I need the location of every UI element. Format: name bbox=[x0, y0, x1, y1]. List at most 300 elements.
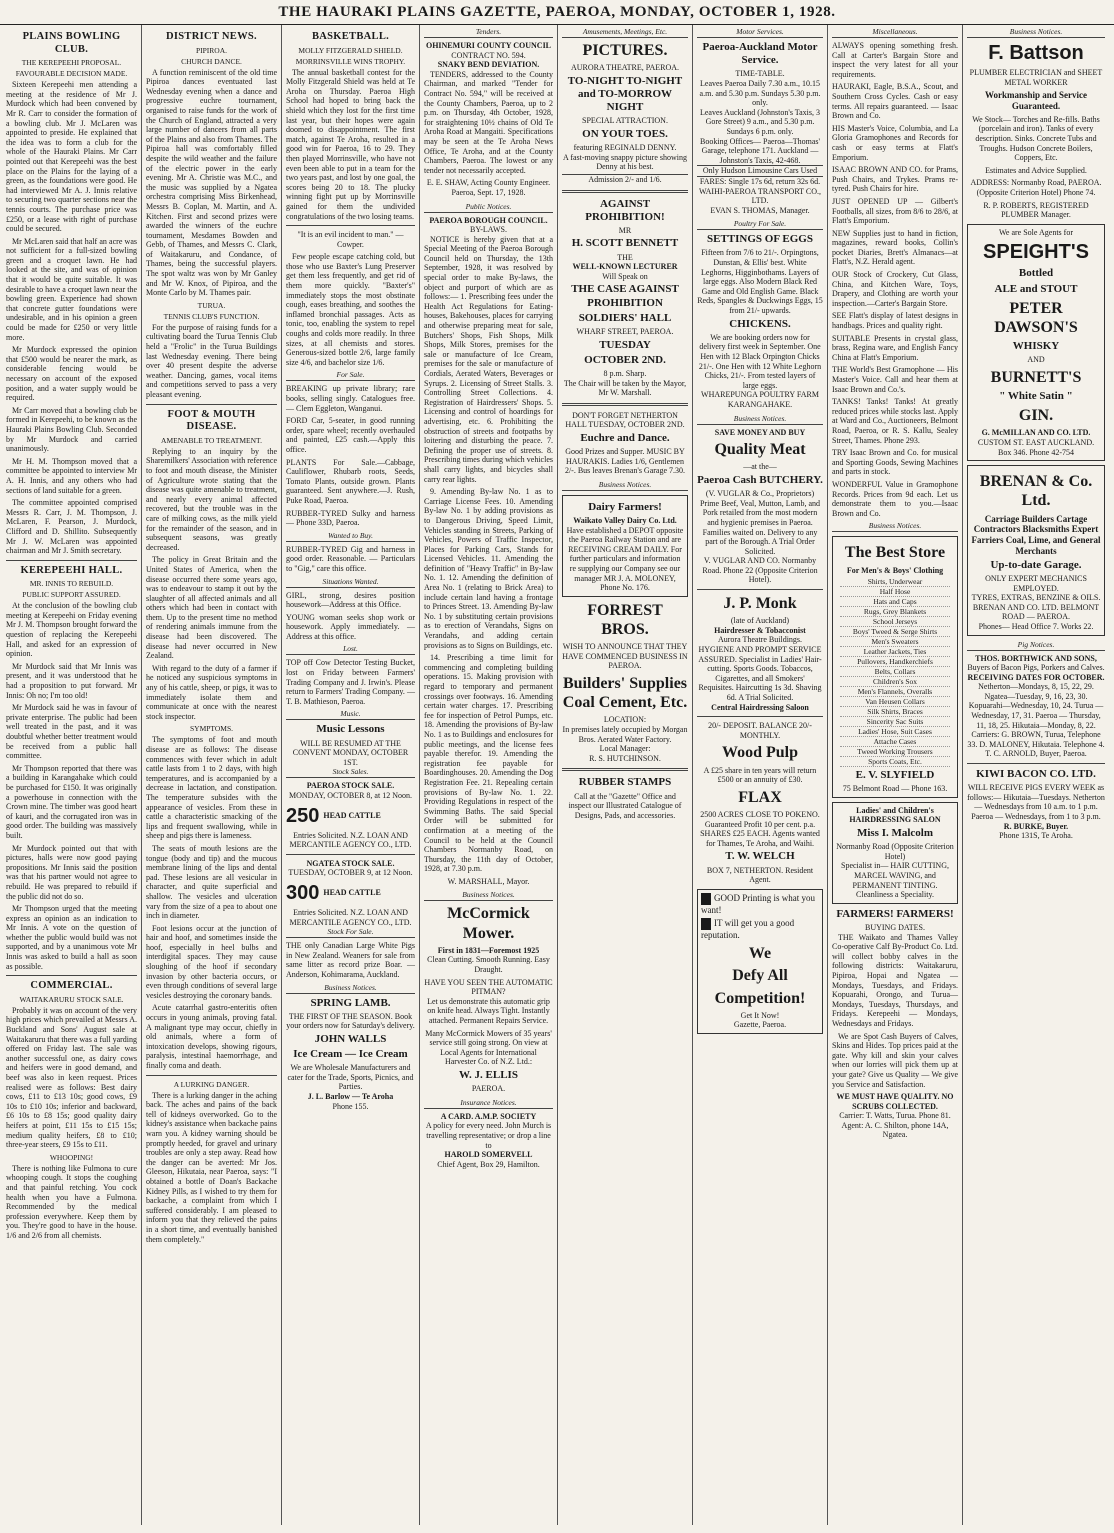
paragraph: We are Spot Cash Buyers of Calves, Skins and Hides. Top prices paid at the gate. Why kill and skin your calves when our lorries will pick them up at your gate? Give us Quality — We give you Service and Satisfaction. bbox=[832, 1031, 958, 1089]
subheading: MOLLY FITZGERALD SHIELD. bbox=[298, 45, 403, 55]
spring-lamb-title: SPRING LAMB. bbox=[310, 996, 391, 1009]
classified-ad: TOP off Cow Detector Testing Bucket, lost on Friday between Farmers' Trading Company and J. Irwin's. Please return to Farmers' Trading Company. — T. B. Mathieson, Paeroa. bbox=[286, 658, 415, 706]
timetable-label: TIME-TABLE. bbox=[735, 69, 785, 79]
classified-ad: FORD Car, 5-seater, in good running order, spare wheel; recently overhauled and painted, £25 cash.—Apply this office. bbox=[286, 416, 415, 454]
euchre-body: Good Prizes and Supper. MUSIC BY HAURAKIS. Ladies 1/6, Gentlemen 2/-. Bus leaves Brenan's Garage 7.30. bbox=[564, 447, 686, 476]
somervell-address: Chief Agent, Box 29, Hamilton. bbox=[437, 1159, 540, 1169]
heading-commercial: COMMERCIAL. bbox=[30, 980, 113, 992]
get-it-now: Get It Now! bbox=[740, 1010, 780, 1020]
waikato-body: Have established a DEPOT opposite the Paeroa Railway Station and are RECEIVING CREAM DAILY. For further particulars and information re supplying our Company see our manager MR J. A. MOLONEY, Phone No. 176. bbox=[566, 525, 684, 593]
rubber-stamps-body: Call at the "Gazette" Office and inspect our Illustrated Catalogue of Designs, Pads, and accessories. bbox=[568, 791, 682, 820]
tender-title: SNAKY BEND DEVIATION. bbox=[437, 60, 540, 70]
screening-times: TO-NIGHT TO-NIGHT and TO-MORROW NIGHT bbox=[567, 74, 683, 114]
ice-cream-title: Ice Cream — Ice Cream bbox=[293, 1048, 408, 1061]
location-label: LOCATION: bbox=[603, 715, 647, 725]
section-header: Business Notices. bbox=[832, 521, 958, 532]
classified-ad: RUBBER-TYRED Gig and harness in good order. Reasonable. — Particulars to "Gig," care this office. bbox=[286, 544, 415, 573]
list-item: Rugs, Grey Blankets bbox=[840, 607, 950, 617]
list-item: Children's Sox bbox=[840, 677, 950, 687]
paragraph: Mr Murdock said he was in favour of private enterprise. The public had been well treated in the past, and it was doubtful whether better treatment would be received from a public hall committee. bbox=[6, 703, 137, 761]
gazette-label: Gazette, Paeroa. bbox=[733, 1020, 787, 1030]
list-item: Shirts, Underwear bbox=[840, 577, 950, 587]
stock-sale-date: MONDAY, OCTOBER 8, at 12 Noon. bbox=[289, 791, 412, 800]
brenan-address: BRENAN AND CO. LTD. BELMONT ROAD — PAEROA. bbox=[972, 602, 1100, 622]
tyres-note: TYRES, EXTRAS, BENZINE & OILS. bbox=[971, 593, 1101, 603]
section-header: Lost. bbox=[286, 644, 415, 655]
column-4 bbox=[420, 25, 558, 1525]
classified-ad: THE World's Best Gramophone — His Master's Voice. Call and hear them at Isaac Brown and Co.'s. bbox=[832, 365, 958, 394]
lecture-day: TUESDAY bbox=[599, 338, 651, 351]
welch-name: T. W. WELCH bbox=[725, 850, 795, 863]
dawson-brand: PETER DAWSON'S bbox=[994, 299, 1078, 336]
eggs-body: Fifteen from 7/6 to 21/-. Orpingtons, Dunstan, & Ellis' best. White Leghorns, Higginbothams. Layers of large eggs. Also Modern Black Red Game and Old English Game. Black Reds, Spangles & Duckwings Eggs, 15 from 21/- upwards. bbox=[697, 248, 823, 316]
sole-agents: We are Sole Agents for bbox=[999, 227, 1073, 237]
masthead: THE HAURAKI PLAINS GAZETTE, PAEROA, MONDAY, OCTOBER 1, 1928. bbox=[0, 0, 1114, 25]
paragraph: There is nothing like Fulmona to cure whooping cough. It stops the coughing and that painful retching. You cock health when you have a Fulmona. Recommended by the medical profession everywhere. Keep them by you. They're good to have in the house. 1/6 and 2/6 from all chemists. bbox=[6, 1163, 137, 1240]
dairy-ad bbox=[562, 495, 688, 597]
speight-brand: SPEIGHT'S bbox=[983, 241, 1089, 264]
paragraph: Mr H. M. Thompson moved that a committee be appointed to interview Mr A. H. Innis, and any others who had sections of land suitable for a green. bbox=[6, 456, 137, 495]
carriers: Carriers: G. BROWN, Turua, Telephone 33. D. MALONEY, Hikutaia. Telephone 4. bbox=[967, 730, 1105, 749]
subheading: A LURKING DANGER. bbox=[173, 1079, 250, 1089]
section-header: Business Notices. bbox=[967, 27, 1105, 38]
at-the: —at the— bbox=[743, 462, 777, 472]
brenan-ad bbox=[967, 465, 1105, 635]
classified-ad: BREAKING up private library; rare books, selling singly. Catalogues free. — Clem Eggleton, Wanganui. bbox=[286, 384, 415, 413]
list-item: Ladies' Hose, Suit Cases bbox=[840, 727, 950, 737]
white-satin-label: " White Satin " bbox=[999, 390, 1073, 403]
builders-title: Builders' Supplies Coal Cement, Etc. bbox=[562, 675, 688, 712]
signature: E. E. SHAW, Acting County Engineer. Paeroa, Sept. 17, 1928. bbox=[426, 178, 551, 197]
kiwi-bacon-body: WILL RECEIVE PIGS EVERY WEEK as follows:— Hikutaia—Tuesdays. Netherton — Wednesdays from 10 a.m. to 1 p.m. Paeroa — Wednesdays, from 1 to 3 p.m. bbox=[967, 783, 1105, 821]
classified-ad: RUBBER-TYRED Sulky and harness — Phone 33D, Paeroa. bbox=[286, 508, 415, 528]
section-header: Business Notices. bbox=[562, 480, 688, 491]
contract-number: CONTRACT NO. 594. bbox=[451, 50, 526, 60]
paragraph: Foot lesions occur at the junction of hair and hoof, and sometimes inside the hoof, especially in heel bulbs and interdigital spaces. They may cause sloughing of the hoof if secondary invasion by other bacteria occurs, or even through conditions of several large vesicles destroying the coronary bands. bbox=[146, 923, 277, 1000]
mccormick-body: Many McCormick Mowers of 35 years' service still going strong. On view at Local Agents for International Harvester Co. of N.Z. Ltd.: bbox=[425, 1028, 552, 1067]
mccormick-tagline: First in 1831—Foremost 1925 bbox=[437, 945, 540, 955]
divider bbox=[286, 225, 415, 226]
subheading: MORRINSVILLE WINS TROPHY. bbox=[295, 56, 406, 66]
amp-title: A CARD. A.M.P. SOCIETY bbox=[440, 1111, 537, 1121]
classified-ad: TANKS! Tanks! Tanks! At greatly reduced prices while stocks last. Apply at Ward and Co., Auctioneers, Belmont Road, Paeroa, or R. S. Kallu, Sealey Street, Thames. Phone 293. bbox=[832, 397, 958, 445]
list-item: Boys' Tweed & Serge Shirts bbox=[840, 627, 950, 637]
paragraph: 9. Amending By-law No. 1 as to Carriage License Fees. 10. Amending By-law No. 1 by adding provisions as to Dangerous Driving, Speed Limit, Vehicles standing in Streets, Parking of Vehicles, Powers of Traffic Inspector, Places for Parking Cars, Stands for Licensed Vehicles. 11. Amending the definition of "Heavy Traffic" in By-law No. 1. 12. Amending the definition of Area No. 1 (relating to Brick Area) to include certain land having a frontage to Princes Street. 13. Amending By-law No. 1 by substituting certain provisions as to erection of Verandahs, Signs on Verandahs, and adding certain provisions as to Signs on Buildings, etc. bbox=[424, 487, 553, 650]
classified-ad: PLANTS For Sale.—Cabbage, Cauliflower, Rhubarb roots, Seeds, Tomato Plants, outside grown. Plants guaranteed. Sent anywhere.—J. Rush, Puke Road, Paeroa. bbox=[286, 457, 415, 505]
paragraph: The seats of mouth lesions are the tongue (body and tip) and the mucous membrane lining of the lips and dental pad. These lesions are all vesicular in character, and quite superficial and shallow. The vesicles and ulceration vary from the size of a pea to about one inch in diameter. bbox=[146, 843, 277, 921]
slyfield-name: E. V. SLYFIELD bbox=[855, 769, 935, 782]
euchre-title: Euchre and Dance. bbox=[580, 431, 670, 444]
paragraph: There is a lurking danger in the aching back. The aches and pains of the back tell of kidneys overworked. Go to the kidney's assistance when backache pains warn you. A kidney warning should be promptly heeded, for gravel and urinary troubles are only a step away. Read how the danger can be averted: Mr Jos. Gleeson, Hikutaia, near Paeroa, says: "I obtained a bottle of Doan's Backache Kidney Pills, as I wished to try them for backache, a complaint from which I suffered considerably. I am pleased to inform you that they relieved the pains in a short time, and eventually banished them completely." bbox=[146, 1090, 277, 1244]
subheading: FAVOURABLE DECISION MADE. bbox=[15, 69, 128, 79]
dairy-title: Dairy Farmers! bbox=[588, 500, 662, 513]
classified-ad: SEE Flatt's display of latest designs in handbags. Prices and quality right. bbox=[832, 311, 958, 331]
column-7 bbox=[828, 25, 963, 1525]
paragraph: Mr Thompson reported that there was a building in Karangahake which could be purchased for £150. It was originally a powerhouse in connection with the Crown mine. The timber was good heart of kauri, and the corrugated iron was in good order. The building was massively built. bbox=[6, 763, 137, 840]
leaves-auckland: Leaves Auckland (Johnston's Taxis, 3 Gore Street) 9 a.m., and 5.30 p.m. Sundays 6 p.m. only. bbox=[699, 107, 821, 136]
barlow-name: J. L. Barlow — Te Aroha bbox=[307, 1092, 394, 1102]
quality-note: WE MUST HAVE QUALITY. NO SCRUBS COLLECTED. bbox=[836, 1092, 954, 1111]
ellis-town: PAEROA. bbox=[471, 1084, 506, 1094]
limousine-note: Only Hudson Limousine Cars Used bbox=[697, 165, 823, 177]
butchery-name: Paeroa Cash BUTCHERY. bbox=[697, 473, 823, 486]
list-item: Men's Sweaters bbox=[840, 637, 950, 647]
brenan-phones: Phones— Head Office 7. Works 22. bbox=[978, 621, 1094, 631]
welch-address: BOX 7, NETHERTON. Resident Agent. bbox=[706, 865, 814, 885]
paragraph: Sixteen Kerepeehi men attending a meeting at the residence of Mr J. Murdock which had been convened by Mr R. Carr to consider the formation of a bowling club. Mr J. McLaren was appointed to preside. He explained that the idea was to form a club for the whole of the Hauraki Plains. Mr Carr pointed out that Kerepeehi was the best place on the Plains for the laying of a green, as the foundations were good. He had interviewed Mr A. J. Innis relative to securing two quarter sections near the tennis courts. The purchase price was £250, or a lease with right of purchase could be secured. bbox=[6, 80, 137, 234]
signature: W. MARSHALL, Mayor. bbox=[447, 876, 530, 886]
spring-lamb-body: THE FIRST OF THE SEASON. Book your orders now for Saturday's delivery. bbox=[286, 1011, 415, 1031]
column-3 bbox=[282, 25, 420, 1525]
stock-sale-count: 300 HEAD CATTLE bbox=[286, 881, 381, 904]
section-header: Motor Services. bbox=[697, 27, 823, 38]
list-item: Tweed Working Trousers bbox=[840, 747, 950, 757]
borthwick-buyers: Buyers of Bacon Pigs, Porkers and Calves. bbox=[967, 663, 1105, 673]
list-item: Attache Cases bbox=[840, 737, 950, 747]
butchery-proprietors: (V. VUGLAR & Co., Proprietors) bbox=[705, 489, 815, 499]
mcmillan-address: CUSTOM ST. EAST AUCKLAND. bbox=[977, 438, 1095, 447]
subheading: WAITAKARURU STOCK SALE. bbox=[19, 994, 124, 1004]
list-item: Sports Coats, Etc. bbox=[840, 757, 950, 767]
section-header: Stock For Sale. bbox=[286, 927, 415, 938]
whisky-label: WHISKY bbox=[1012, 340, 1060, 353]
printing-ad bbox=[697, 889, 823, 1034]
bylaws-title: BY-LAWS. bbox=[470, 225, 507, 235]
heading-foot-mouth: FOOT & MOUTH DISEASE. bbox=[167, 408, 256, 433]
list-item: Men's Flannels, Overalls bbox=[840, 687, 950, 697]
list-item: Belts, Collars bbox=[840, 667, 950, 677]
council-name: PAEROA BOROUGH COUNCIL. bbox=[429, 215, 548, 225]
quality-meat: Quality Meat bbox=[714, 441, 806, 459]
bottled-label: Bottled bbox=[1018, 267, 1054, 280]
burke-buyer: R. BURKE, Buyer. bbox=[1003, 821, 1069, 831]
salon-specialties: Specialist in— HAIR CUTTING, MARCEL WAVING, and PERMANENT TINTING. Cleanliness a Speciality. bbox=[841, 861, 949, 900]
divider bbox=[146, 1075, 277, 1076]
speaker-name: H. SCOTT BENNETT bbox=[571, 237, 679, 250]
stock-sale-title: PAEROA STOCK SALE. bbox=[306, 781, 395, 791]
receiving-dates: Netherton—Mondays, 8, 15, 22, 29. Ngatea—Tuesday, 9, 16, 23, 30. Kopuarahi—Wednesday, 10, 24. Turua — Wednesday, 17, 31. Paeroa — Thursday, 11, 18, 25. Hikutaia—Monday, 8, 22. bbox=[968, 682, 1104, 730]
classified-ad: SUITABLE Presents in crystal glass, brass, Regina ware, and English Fancy China at Flatt's Emporium. bbox=[832, 333, 958, 362]
subheading: SYMPTOMS. bbox=[189, 724, 233, 734]
list-item: Silk Shirts, Braces bbox=[840, 707, 950, 717]
section-header: Tenders. bbox=[424, 27, 553, 38]
lecture-topic: THE CASE AGAINST PROHIBITION bbox=[571, 283, 679, 309]
pitman-body: Let us demonstrate this automatic grip on knife head. Always Tight. Instantly attached. Permanent Repairs Service. bbox=[427, 996, 550, 1025]
stock-sale-count: 250 HEAD CATTLE bbox=[286, 804, 381, 827]
divider bbox=[6, 975, 137, 976]
flax-title: FLAX bbox=[738, 788, 782, 806]
clothing-list bbox=[836, 577, 954, 767]
location-body: In premises lately occupied by Morgan Bros. Aerated Water Factory. bbox=[562, 724, 688, 744]
salon-title: Ladies' and Children's HAIRDRESSING SALON bbox=[849, 805, 941, 825]
classified-ad: WONDERFUL Value in Gramophone Records. Prices from 9d each. Let us demonstrate them to you.—Isaac Brown and Co. bbox=[832, 479, 958, 518]
heading-district-news: DISTRICT NEWS. bbox=[166, 31, 257, 42]
burnett-brand: BURNETT'S bbox=[990, 368, 1082, 386]
paragraph: Mr McLaren said that half an acre was not sufficient for a full-sized bowling green and a croquet lawn. He had looked at the site, and was of opinion that it would be quite suitable. It was desirable to have a croquet lawn near the bowling green. Experience had shown that concrete gutter foundations were undesirable, and in his opinion a green could be made for £250 or very little more. bbox=[6, 236, 137, 342]
admission: Admission 2/- and 1/6. bbox=[562, 174, 688, 185]
buying-dates: BUYING DATES. bbox=[865, 923, 925, 932]
monk-late: (late of Auckland) bbox=[730, 616, 790, 626]
paragraph: The committee appointed comprised Messrs R. Carr, J. M. Thompson, J. McLaren, F. Pearson, J. Murdock, Clifford and D. Shillito. Subsequently Mr J. W. McLaren was appointed chairman and Mr J. Smith secretary. bbox=[6, 498, 137, 556]
classified-ad: THE only Canadian Large White Pigs in New Zealand. Weaners for sale from same litter as record prize Boar. — Anderson, Kohimarama, Auckland. bbox=[286, 941, 415, 979]
venue-address: WHARF STREET, PAEROA. bbox=[576, 327, 674, 336]
lecture-date: OCTOBER 2ND. bbox=[584, 353, 666, 366]
stock-sale-title: NGATEA STOCK SALE. bbox=[306, 858, 395, 868]
garage-label: Up-to-date Garage. bbox=[990, 558, 1082, 571]
subheading: TENNIS CLUB'S FUNCTION. bbox=[163, 311, 260, 321]
section-header: Business Notices. bbox=[286, 983, 415, 994]
farmers-title: FARMERS! FARMERS! bbox=[836, 907, 954, 920]
battson-address: ADDRESS: Normanby Road, PAEROA. (Opposite Criterion Hotel) Phone 74. bbox=[970, 178, 1102, 197]
motor-service-title: Paeroa-Auckland Motor Service. bbox=[702, 41, 818, 67]
list-item: School Jerseys bbox=[840, 617, 950, 627]
subheading: AMENABLE TO TREATMENT. bbox=[161, 435, 262, 445]
best-store-subtitle: For Men's & Boys' Clothing bbox=[846, 565, 944, 575]
section-header: Poultry For Sale. bbox=[697, 219, 823, 230]
wood-pulp-body: A £25 share in ten years will return £500 or an annuity of £30. bbox=[703, 765, 817, 785]
section-header: Stock Sales. bbox=[286, 767, 415, 778]
paragraph: The annual basketball contest for the Molly Fitzgerald Shield was held at Te Aroha on Thursday. Paeroa High School had hoped to bring back the shield which they lost for the first time last year, but their hopes were again doomed to disappointment. The first match, against Te Aroha, resulted in a good win for Paeroa, 16 to 29. They then played Morrinsville, who have not even been able to put in a team for the two years past, and lost by one goal, the scores being 20 to 18. The plucky winning fight put up by Morrinsville gained for them the undivided congratulations of the two losing teams. bbox=[286, 67, 415, 221]
manager-label: Local Manager: bbox=[599, 744, 651, 754]
brenan-services: Carriage Builders Cartage Contractors Blacksmiths Expert Farriers Coal, Lime, and General Merchants bbox=[971, 513, 1101, 556]
subheading: TURUA. bbox=[197, 300, 226, 310]
subheading: CHURCH DANCE. bbox=[181, 56, 242, 66]
columns bbox=[0, 25, 1114, 1525]
defy-label: Defy All bbox=[732, 967, 788, 985]
section-header: Pig Notices. bbox=[967, 640, 1105, 651]
slyfield-address: 75 Belmont Road — Phone 163. bbox=[842, 784, 948, 794]
walls-name: JOHN WALLS bbox=[314, 1032, 387, 1045]
deposit-terms: 20/- DEPOSIT. BALANCE 20/- MONTHLY. bbox=[708, 721, 812, 740]
subheading: PUBLIC SUPPORT ASSURED. bbox=[22, 590, 121, 600]
transport-manager: EVAN S. THOMAS, Manager. bbox=[710, 205, 810, 215]
battson-manager: R. P. ROBERTS, REGISTERED PLUMBER Manager. bbox=[983, 200, 1089, 220]
chickens-body: We are booking orders now for delivery first week in September. One Hen with 12 Black Orpington Chicks 21/-. One Hen with 12 White Leghorn Chicks, 21/-. From tested layers of large eggs. bbox=[698, 332, 822, 390]
monk-address: Aurora Theatre Buildings. bbox=[717, 635, 803, 645]
section-header: Situations Wanted. bbox=[286, 577, 415, 588]
arnold-buyer: T. C. ARNOLD, Buyer, Paeroa. bbox=[985, 749, 1087, 759]
column-5 bbox=[558, 25, 693, 1525]
list-item: Hats and Caps bbox=[840, 597, 950, 607]
list-item: Half Hose bbox=[840, 587, 950, 597]
gin-label: GIN. bbox=[1018, 407, 1054, 425]
section-header: Wanted to Buy. bbox=[286, 531, 415, 542]
waikato-company: Waikato Valley Dairy Co. Ltd. bbox=[573, 516, 677, 526]
forrest-title: FORREST BROS. bbox=[587, 601, 663, 639]
battson-name: F. Battson bbox=[988, 42, 1084, 64]
section-header: Public Notices. bbox=[424, 202, 553, 213]
subheading: PIPIROA. bbox=[195, 45, 228, 55]
paragraph-mark-icon bbox=[701, 893, 711, 905]
somervell-name: HAROLD SOMERVELL bbox=[444, 1150, 533, 1160]
heading-bowling: PLAINS BOWLING CLUB. bbox=[22, 31, 121, 55]
paragraph: Mr Murdock said that Mr Innis was present, and it was understood that he had a proposition to put forward. Mr Innis: Oh no; I'm too old! bbox=[6, 661, 137, 700]
manager-name: R. S. HUTCHINSON. bbox=[589, 753, 661, 763]
receiving-title: RECEIVING DATES FOR OCTOBER. bbox=[967, 672, 1105, 682]
paragraph: The policy in Great Britain and the United States of America, when the disease occurred there some years ago, was to endeavour to stamp it out by the slaughter of all affected animals and all others which had been in contact with them. Up to the present time no method of rendering animals immune from the disease had been discovered. The disease had never occurred in New Zealand. bbox=[146, 555, 277, 661]
list-item: Leather Jackets, Ties bbox=[840, 647, 950, 657]
classified-ad: JUST OPENED UP — Gilbert's Footballs, all sizes, from 8/6 to 28/6, at Flatt's Emporium. bbox=[832, 196, 958, 226]
stock-sale-date: TUESDAY, OCTOBER 9, at 12 Noon. bbox=[288, 868, 413, 878]
section-header: Business Notices. bbox=[697, 414, 823, 425]
paragraph: THE Waikato and Thames Valley Co-operative Calf By-Product Co. Ltd. will collect bobby calves in the following districts: Waitakaruru, Pipiroa, Hopai and Ngatea — Mondays, Tuesdays, and Fridays. Kopuarahi, Orongo, and Turua—Mondays, Tuesdays, Thursdays, and Fridays. Kerepeehi — Mondays, Wednesdays and Fridays. bbox=[832, 932, 958, 1028]
best-store-ad bbox=[832, 536, 958, 798]
classifieds bbox=[286, 384, 415, 527]
paragraph-mark-icon bbox=[701, 918, 711, 930]
mccormick-title: McCormick Mower. bbox=[447, 905, 530, 942]
heading-hall: KEREPEEHI HALL. bbox=[20, 564, 123, 576]
list-item: Pullovers, Handkerchiefs bbox=[840, 657, 950, 667]
monk-body: HYGIENE AND PROMPT SERVICE ASSURED. Specialist in Ladies' Hair-cutting. Sports Goods. Tobaccos, Cigarettes, and all Smokers' Requisites. Haircutting 1s 3d. Shaving 6d. A Trial Solicited. bbox=[698, 645, 822, 702]
spirits-ad bbox=[967, 224, 1105, 461]
barlow-phone: Phone 155. bbox=[332, 1101, 369, 1111]
flax-body: 2500 ACRES CLOSE TO POKENO. Guaranteed Profit 10 per cent. p.a. SHARES £25 EACH. Agents wanted for Thames, Te Aroha, and Waihi. bbox=[700, 809, 820, 848]
subheading: MR. INNIS TO REBUILD. bbox=[29, 579, 114, 589]
fares: FARES: Single 17s 6d, return 32s 6d. bbox=[699, 176, 821, 186]
theatre-name: AURORA THEATRE, PAEROA. bbox=[570, 63, 679, 73]
printing-line-1: GOOD Printing is what you want! bbox=[701, 892, 815, 915]
chickens-title: CHICKENS. bbox=[729, 317, 791, 330]
classified-ad: HAURAKI, Eagle, B.S.A., Scout, and Southern Cross Cycles. Cash or easy terms. All repairs guaranteed. — Isaac Brown and Co. bbox=[832, 82, 958, 121]
mechanics-note: ONLY EXPERT MECHANICS EMPLOYED. bbox=[985, 573, 1087, 593]
ale-label: ALE and STOUT bbox=[994, 282, 1078, 295]
mcmillan-name: G. McMILLAN AND CO. LTD. bbox=[981, 428, 1091, 438]
classified-ad: ALWAYS opening something fresh. Call at Carter's Bargain Store and inspect the very latest for all your requirements. bbox=[832, 41, 958, 79]
monk-name: J. P. Monk bbox=[723, 595, 797, 613]
poultry-farm: WHAREPUNGA POULTRY FARM KARANGAHAKE. bbox=[701, 390, 819, 409]
competition-label: Competition! bbox=[714, 989, 806, 1007]
wood-pulp-title: Wood Pulp bbox=[721, 744, 799, 762]
printing-line-2: IT will get you a good reputation. bbox=[701, 918, 795, 941]
speak-label: Will Speak on bbox=[602, 271, 648, 281]
classified-ad: YOUNG woman seeks shop work or housework. Apply immediately. — Address at this office. bbox=[286, 612, 415, 641]
paragraph: Replying to an inquiry by the Sharemilkers' Association with reference to foot and mouth disease, the Minister of Agriculture wrote stating that the disease was quite amenable to treatment, and nearly every animal affected recovered, but the trouble was in the care of milking cows, as the milk yield for the remainder of the season, and in subsequent seasons, was greatly decreased. bbox=[146, 446, 277, 552]
transport-company: WAIHI-PAEROA TRANSPORT CO., LTD. bbox=[698, 186, 822, 206]
paragraph: Mr Murdock expressed the opinion that £500 would be nearer the mark, as considerable fencing would be necessary on account of the exposed position, and a water supply would be required. bbox=[6, 345, 137, 403]
malcolm-name: Miss I. Malcolm bbox=[856, 827, 934, 840]
special-attraction: SPECIAL ATTRACTION. bbox=[582, 116, 668, 126]
column-1 bbox=[2, 25, 142, 1525]
paragraph: Acute catarrhal gastro-enteritis often occurs in young animals, proving fatal. A malignant type may occur, chiefly in old animals, where a form of intoxication develops, showing rigours, paralysis, intestinal haemorrhage, and finally coma and death. bbox=[146, 1003, 277, 1070]
classified-ad: ISAAC BROWN AND CO. for Prams, Push Chairs, and Trykes. Prams re-tyred. Push Chairs for hire. bbox=[832, 165, 958, 194]
paragraph: For the purpose of raising funds for a cultivating board the Turua Tennis Club held a "Frolic" in the Turua Buildings last Wednesday evening. There being over 40 present despite the adverse weather. Dancing, games, vocal items and competitions served to pass a very pleasant evening. bbox=[146, 322, 277, 399]
heading-basketball: BASKETBALL. bbox=[311, 31, 390, 42]
paragraph: At the conclusion of the bowling club meeting at Kerepeehi on Friday evening Mr J. M. Thompson brought forward the question of replacing the Kerepeehi Hall, and asked for an expression of opinion. bbox=[6, 601, 137, 659]
film-star: featuring REGINALD DENNY. bbox=[573, 143, 677, 153]
section-header: Amusements, Meetings, Etc. bbox=[562, 27, 688, 38]
stock-sale-entries: Entries Solicited. N.Z. LOAN AND MERCANTILE AGENCY CO., LTD. bbox=[289, 830, 412, 850]
ellis-name: W. J. ELLIS bbox=[459, 1068, 518, 1081]
classified-ad: OUR Stock of Crockery, Cut Glass, China, and Kitchen Ware, Toys, Drapery, and Clothing are worth your inspection.—Carter's Bargain Store. bbox=[832, 270, 958, 308]
central-saloon: Central Hairdressing Saloon bbox=[711, 702, 809, 712]
lecture-time: 8 p.m. Sharp. bbox=[603, 368, 647, 378]
paragraph: NOTICE is hereby given that at a Special Meeting of the Paeroa Borough Council held on Thursday, the 13th September, 1928, it was resolved by special order to make By-laws, the object and purport of which are as follows:— 1. Prescribing fees under the Health Act Regulations for Eating-houses, Bakehouses, places for carrying and otherwise preparing meat for sale, Butchers' Shops, Fish Shops, Milk Shops, Milk Stores, premises for the sale or manufacture of Ice Cream, premises for the sale or manufacture of Cordials, Aerated Waters, Beverages or Syrups. 2. Licensing of Street Stalls. 3. Controlling Street Collections. 4. Registration of Hairdressers' Shops. 5. Licensing and control of hoardings for advertising, etc. 6. Prohibiting the obstruction of streets and footpaths by loitering and disturbing the peace. 7. Defining the proper use of streets. 8. Prescribing times during which vehicles shall carry lights, and bicycles shall carry rear lights. bbox=[424, 234, 553, 484]
film-description: A fast-moving snappy picture showing Denny at his best. bbox=[563, 152, 687, 172]
quote: "It is an evil incident to man." —Cowper. bbox=[297, 230, 404, 249]
music-lessons-title: Music Lessons bbox=[316, 723, 385, 736]
prohibition-title: AGAINST PROHIBITION! bbox=[585, 197, 665, 223]
ice-cream-body: We are Wholesale Manufacturers and cater for the Trade, Sports, Picnics, and Parties. bbox=[287, 1063, 414, 1092]
paragraph: Mr Murdock pointed out that with pictures, halls were now good paying propositions. Mr Innis said the position was that his partner would not agree to rebuild. He was prepared to rebuild if the public did not do so. bbox=[6, 843, 137, 901]
kiwi-bacon-name: KIWI BACON CO. LTD. bbox=[976, 768, 1096, 781]
battson-stock: We Stock— Torches and Re-fills. Baths (porcelain and iron). Tanks of every description. Sinks. Concrete Tubs and Troughs. Hudson Concrete Boilers, Coppers, Etc. bbox=[972, 114, 1100, 163]
classified-ad: TRY Isaac Brown and Co. for musical and Sporting Goods, Sewing Machines and parts in stock. bbox=[832, 448, 958, 477]
section-header: For Sale. bbox=[286, 370, 415, 381]
column-6 bbox=[693, 25, 828, 1525]
divider bbox=[6, 560, 137, 561]
butchery-address: V. VUGLAR AND CO. Normanby Road. Phone 22 (Opposite Criterion Hotel). bbox=[702, 556, 818, 585]
rubber-stamps-title: RUBBER STAMPS bbox=[578, 776, 672, 789]
battson-trades: PLUMBER ELECTRICIAN and SHEET METAL WORKER bbox=[969, 68, 1103, 87]
burke-phone: Phone 131S, Te Aroha. bbox=[999, 831, 1073, 841]
pictures-title: PICTURES. bbox=[582, 42, 668, 59]
paragraph: With regard to the duty of a farmer if he noticed any suspicious symptoms in any of his cattle, sheep, or pigs, it was to immediately isolate them and communicate at once with the nearest stock inspector. bbox=[146, 663, 277, 721]
music-lessons-body: WILL BE RESUMED AT THE CONVENT MONDAY, OCTOBER 1ST. bbox=[292, 738, 409, 767]
save-money: SAVE MONEY AND BUY bbox=[714, 427, 806, 437]
paragraph: Mr Carr moved that a bowling club be formed in Kerepeehi, to be known as the Hauraki Plains Bowling Club. Seconded by Mr Murdock and carried unanimously. bbox=[6, 405, 137, 454]
column-2 bbox=[142, 25, 282, 1525]
classified-ad: GIRL, strong, desires position housework—Address at this Office. bbox=[286, 590, 415, 610]
battson-estimates: Estimates and Advice Supplied. bbox=[985, 165, 1087, 175]
forrest-body: WISH TO ANNOUNCE THAT THEY HAVE COMMENCED BUSINESS IN PAEROA. bbox=[562, 642, 688, 671]
paragraph: The symptoms of foot and mouth disease are as follows: The disease commences with fever which in adult cattle lasts from 1 to 2 days, with high temperatures, and is accompanied by a decrease in lactation, and constipation. The temperature subsides with the appearance of vesicles. From these in cattle a characteristic smacking of the lips and frequent swallowing, while in sheep and pigs there is lameness. bbox=[146, 735, 277, 841]
list-item: Sincerity Sac Suits bbox=[840, 717, 950, 727]
leaves-paeroa: Leaves Paeroa Daily 7.30 a.m., 10.15 a.m. and 5.30 p.m. Sundays 5.30 p.m. only. bbox=[699, 78, 821, 108]
paragraph: A function reminiscent of the old time Pipiroa dances eventuated last Wednesday evening when a dance and progressive euchre tournament, organised to raise funds for the work of the Church of England, attracted a very large number of dancers from all parts of the Plains and also from Thames. The Pipiroa hall was comfortably filled despite the wild weather and the failure of the electric power in the early evening. Mr A. Christie was M.C., and the music was supplied by a Ngatea orchestra comprising Miss Birkenhead, Messrs B. Coplan, M. Martin, and A. Kitchen. First and second prizes were awarded the winners of the euchre tournament, Mesdames Bowden and Gebb, of Thames, and Messrs C. Clark, of Waitakaruru, and Condance, of Thames, being the successful players. The spot waltz was won by Mr Ganley and Mr W. Knox, of Pipiroa, and the Monte Carlo by M. Thames pair. bbox=[146, 67, 277, 298]
mccormick-features: Clean Cutting. Smooth Running. Easy Draught. bbox=[427, 955, 550, 975]
we-label: We bbox=[748, 945, 772, 963]
paragraph: Mr Thompson urged that the meeting express an opinion as an indication to Mr Innis. A vote on the question of whether the public would build was not supported, and by a unanimous vote Mr Innis was asked to build a hall as soon as possible. bbox=[6, 904, 137, 971]
subheading: WHOOPING! bbox=[49, 1152, 94, 1162]
carrier-info: Carrier: T. Watts, Turua. Phone 81. Agent: A. C. Shilton, phone 14A, Ngatea. bbox=[839, 1111, 951, 1140]
amp-body: A policy for every need. John Murch is travelling representative; or drop a line to bbox=[425, 1121, 552, 1150]
mcmillan-contact: Box 346. Phone 42-754 bbox=[998, 447, 1074, 457]
classified-ad: HIS Master's Voice, Columbia, and La Gloria Gramophones and Records for cash or easy terms at Flatt's Emporium. bbox=[832, 123, 958, 162]
pitman-title: HAVE YOU SEEN THE AUTOMATIC PITMAN? bbox=[424, 977, 553, 997]
netherton-notice: DON'T FORGET NETHERTON HALL TUESDAY, OCTOBER 2ND. bbox=[565, 410, 685, 430]
venue: SOLDIERS' HALL bbox=[578, 311, 672, 324]
best-store-title: The Best Store bbox=[844, 544, 946, 562]
stock-sale-entries: Entries Solicited. N.Z. LOAN AND MERCANTILE AGENCY CO., LTD. bbox=[289, 907, 412, 927]
subheading: THE KEREPEEHI PROPOSAL. bbox=[21, 58, 122, 68]
brenan-name: BRENAN & Co. Ltd. bbox=[979, 473, 1093, 510]
section-header: Insurance Notices. bbox=[424, 1098, 553, 1109]
borthwick-name: THOS. BORTHWICK AND SONS, bbox=[975, 653, 1097, 663]
battson-guarantee: Workmanship and Service Guaranteed. bbox=[984, 90, 1087, 111]
section-header: Miscellaneous. bbox=[832, 27, 958, 38]
paragraph: TENDERS, addressed to the County Chairman, and marked "Tender for Contract No. 594," will be received at the County Chambers, Paeroa, up to 2 p.m. on Thursday, 4th October, 1928, for straightening 10½ chains of Old Te Aroha Road at Mangaiti. Specifications may be seen at the Te Aroha News Office, Te Aroha, and at the County Chambers, Paeroa. The lowest or any tender not necessarily accepted. bbox=[424, 69, 553, 175]
monk-trade: Hairdresser & Tobacconist bbox=[714, 625, 806, 635]
list-item: Van Heusen Collars bbox=[840, 697, 950, 707]
paragraph: 14. Prescribing a time limit for commencing and completing building operations. 15. Making provision with regard to temporary and permanent crossings over footways. 16. Amending certain water charges. 17. Prescribing fee for inspection of Petrol Pumps, etc. 18. Amending the provisions of By-law No. 1 as to Buildings and enclosures for public meetings, and the license fees payable therefor. 19. Amending the registration fee payable for Boardinghouses. 20. Amending the Dog Registration Fee. 21. Repealing certain provisions of By-law No. 1. 22. Providing Regulations in respect of the Swimming Baths. The said Special Order will be submitted for confirmation at a meeting of the Council to be held at the Council Chambers Normanby Road, on Thursday, the 11th day of October, 1928, at 7.30 p.m. bbox=[424, 653, 553, 874]
classified-ad: NEW Supplies just to hand in fiction, magazines, reward books, Collin's pocket Diaries, Brett's Almanacs—at Flatt's, N.Z. Herald agent. bbox=[832, 228, 958, 267]
paragraph: Few people escape catching cold, but those who use Baxter's Lung Preserver get them less frequently, and get rid of them more quickly. "Baxter's" immediately stops the most obstinate cough, eases breathing, and soothes the inflamed bronchial passages. Acts as tonic, too, enabling the system to repel coughs and colds more readily. In three sizes, at all chemists and stores. Generous-sized bottle 2/6, large family size 4/6, and bachelor size 1/6. bbox=[286, 252, 415, 367]
lecture-chair: The Chair will be taken by the Mayor, Mr W. Marshall. bbox=[563, 378, 687, 398]
council-name: OHINEMURI COUNTY COUNCIL bbox=[425, 41, 552, 50]
eggs-title: SETTINGS OF EGGS bbox=[707, 233, 813, 246]
lecturer-label: WELL-KNOWN LECTURER bbox=[572, 262, 678, 272]
column-8 bbox=[963, 25, 1109, 1525]
mr-label: MR bbox=[618, 225, 632, 235]
section-header: Music. bbox=[286, 709, 415, 720]
butchery-body: Prime Beef, Veal, Mutton, Lamb, and Pork retailed from the most modern and hygienic premises in Paeroa. Families waited on. Delivery to any part of the Borough. A Trial Order Solicited. bbox=[699, 498, 821, 556]
booking-offices: Booking Offices— Paeroa—Thomas' Garage, telephone 171. Auckland — Johnston's Taxis, 42-468. bbox=[700, 136, 820, 165]
film-title: ON YOUR TOES. bbox=[582, 127, 668, 140]
section-header: Business Notices. bbox=[424, 890, 553, 901]
salon-ad bbox=[832, 802, 958, 904]
divider bbox=[146, 404, 277, 405]
paragraph: Probably it was on account of the very high prices which prevailed at Messrs A. Buckland and Sons' August sale at Waitakaruru that there was a full yarding offered on Friday last. The sale was another successful one, as dairy cows and heifers were in good demand, and beef was also in keen request. Prices realised were as follows: Best dairy cows, £11 to £13 10s; good cows, £9 10s to £10 10s; inferior and backward, £6 10s to £8 15s; good quality dairy heifers at point, £11 15s to £15 15s; medium quality heifers, £8 to £10; three-year steers, £9 15s to £11. bbox=[6, 1005, 137, 1150]
